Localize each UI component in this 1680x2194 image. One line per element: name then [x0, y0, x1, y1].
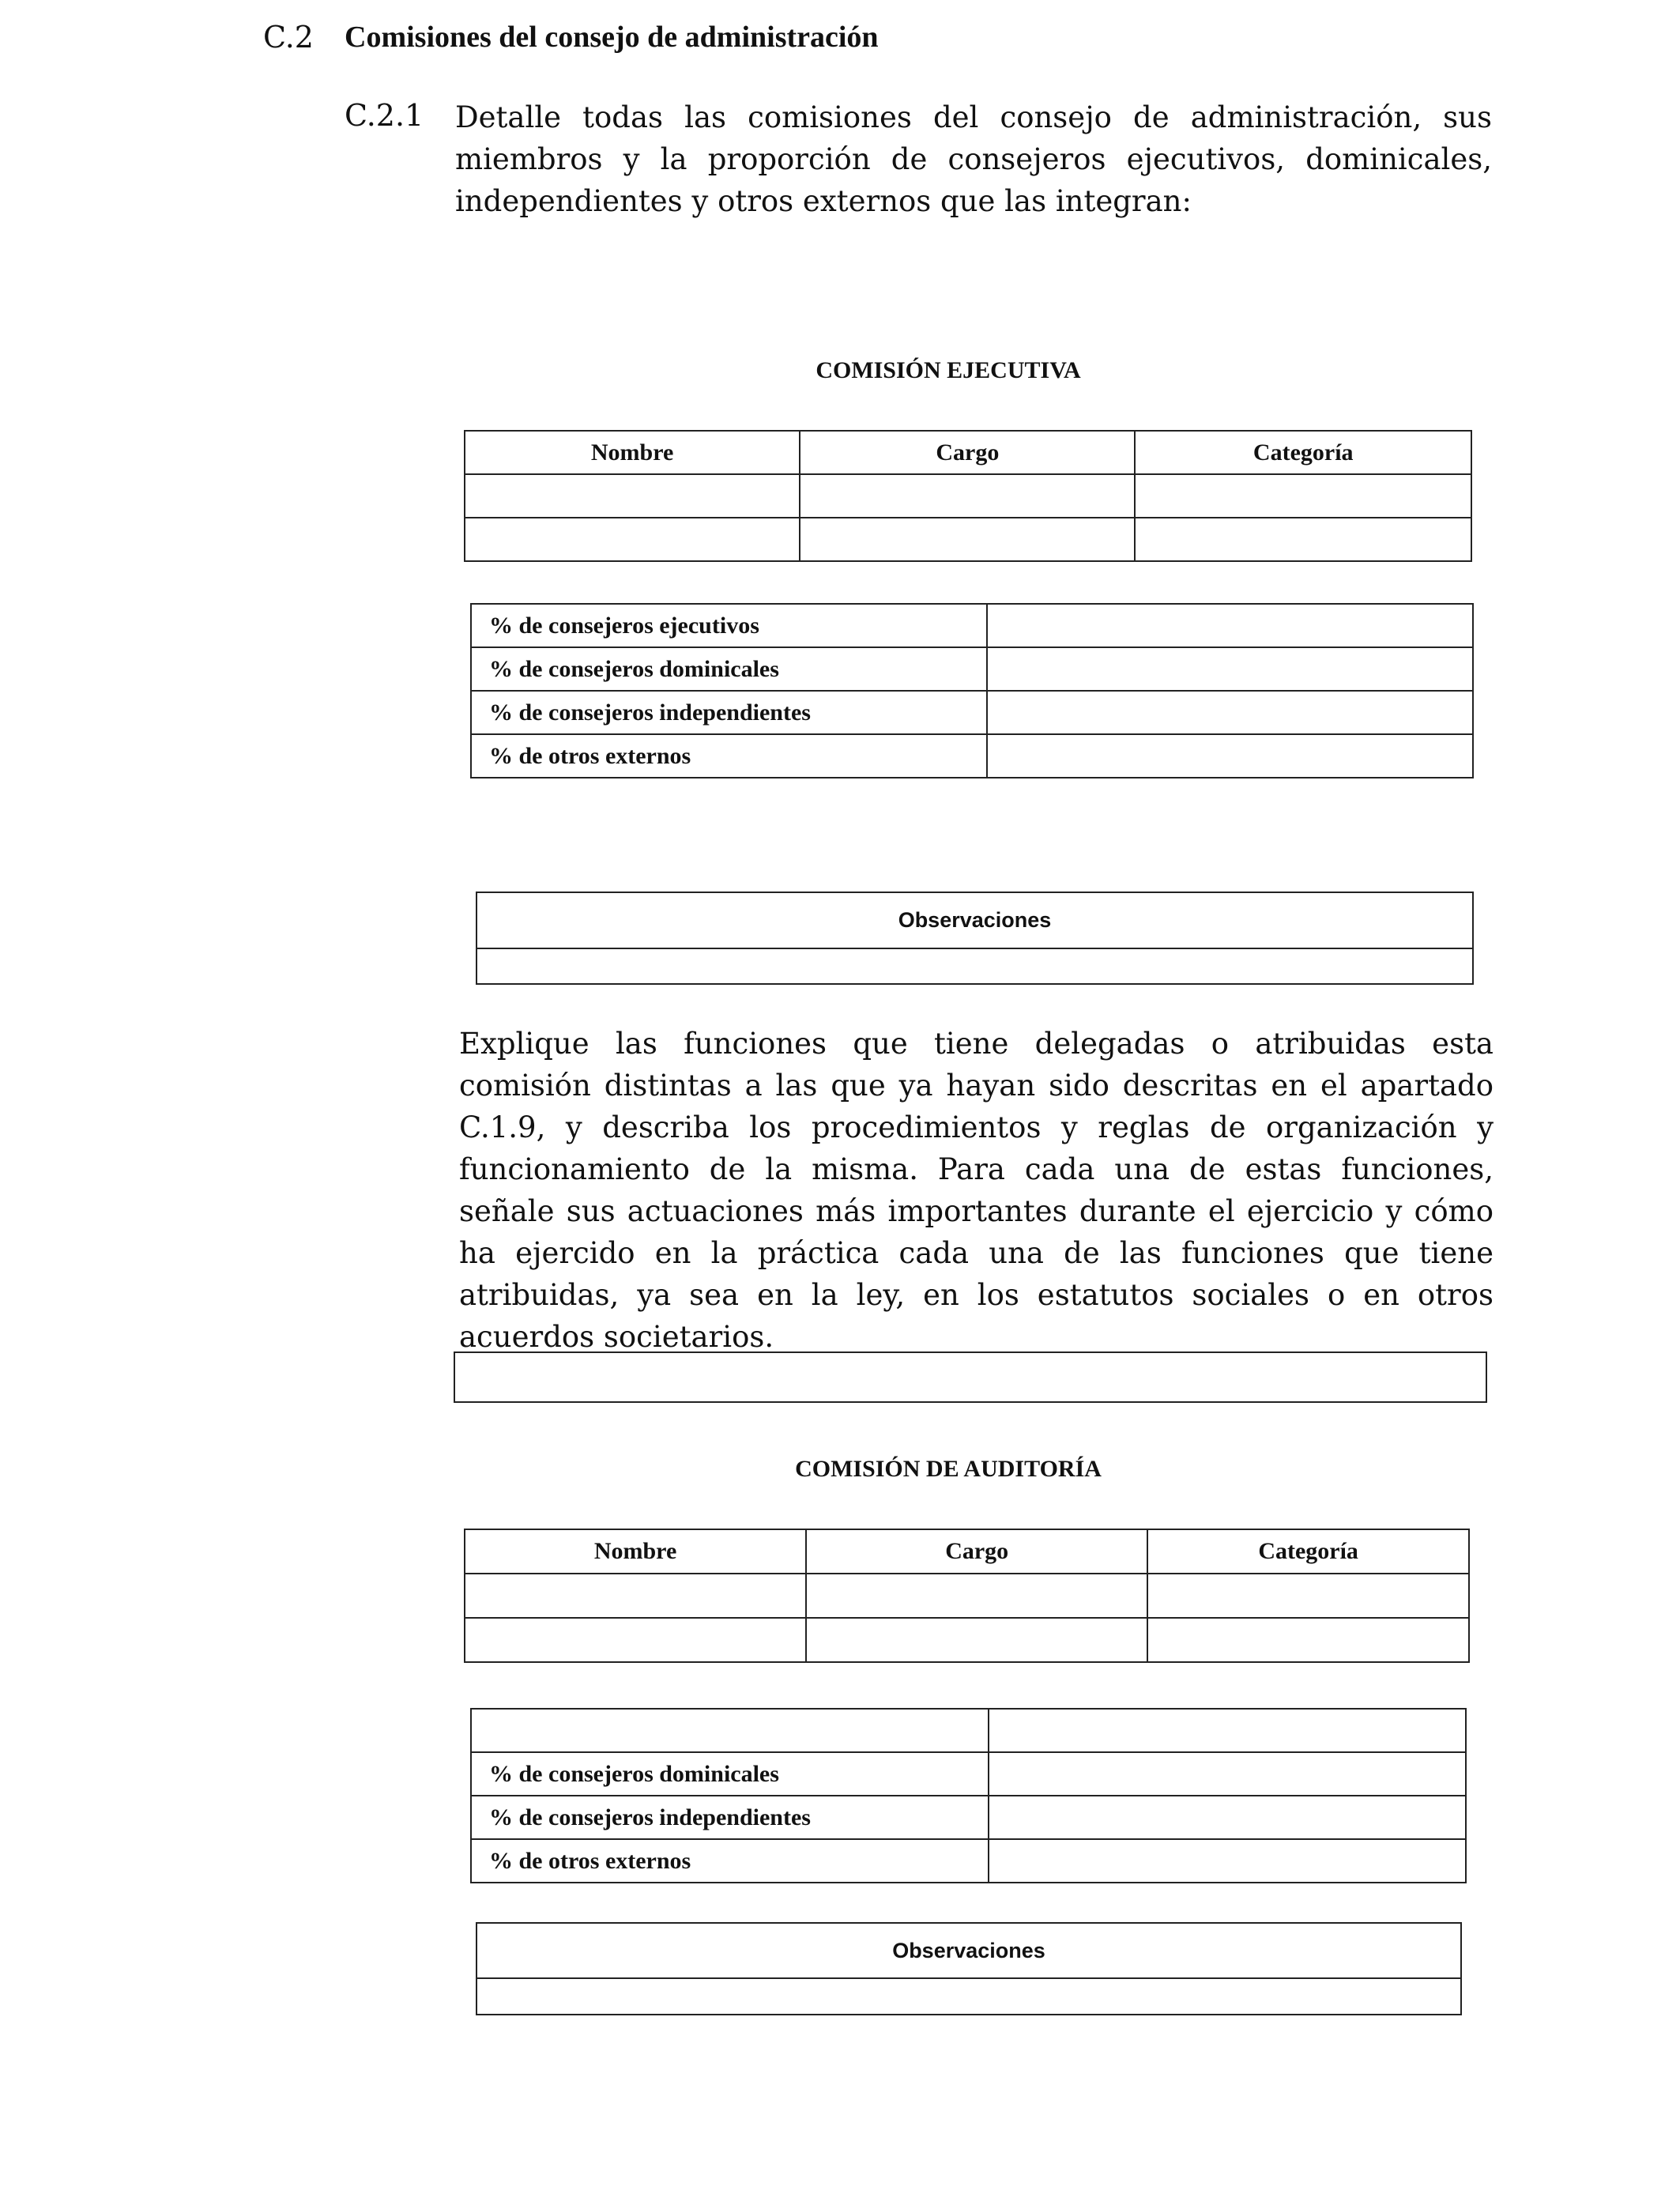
cell-nombre[interactable]: [465, 1574, 806, 1618]
subsection-text: Detalle todas las comisiones del consejo de administración, sus miembros y la proporción de consejeros ejecutivos, dominicales, independientes y otros externos que las integran:: [455, 100, 1492, 218]
pct-value[interactable]: [987, 604, 1473, 647]
header-cargo: Cargo: [806, 1529, 1147, 1574]
auditoria-members-table: [464, 1529, 1470, 1663]
header-nombre: Nombre: [465, 1529, 806, 1574]
cell-nombre[interactable]: [465, 1618, 806, 1662]
pct-row: [471, 1752, 1466, 1796]
pct-label: % de consejeros independientes: [471, 1796, 989, 1839]
auditoria-observaciones-table: [476, 1922, 1462, 2015]
pct-label: % de consejeros dominicales: [471, 647, 987, 691]
cell-cargo[interactable]: [806, 1618, 1147, 1662]
pct-value[interactable]: [987, 691, 1473, 734]
cell-cargo[interactable]: [800, 474, 1135, 518]
explain-paragraph: Explique las funciones que tiene delegadas o atribuidas esta comisión distintas a las que ya hayan sido descritas en el apartado C.1.9, y describa los procedimientos y reglas de organización y funcionamiento de la misma. Para cada una de estas funciones, señale sus actuaciones más importantes durante el ejercicio y cómo ha ejercido en la práctica cada una de las funciones que tiene atribuidas, ya sea en la ley, en los estatutos sociales o en otros acuerdos societarios.: [459, 1027, 1494, 1354]
table-row: [465, 518, 1471, 561]
pct-value[interactable]: [987, 734, 1473, 778]
ejecutiva-members-table: [464, 430, 1472, 562]
observaciones-field[interactable]: [477, 948, 1473, 984]
pct-value[interactable]: [989, 1839, 1466, 1883]
pct-label: % de otros externos: [471, 734, 987, 778]
cell-categoria[interactable]: [1147, 1618, 1469, 1662]
pct-label: % de consejeros ejecutivos: [471, 604, 987, 647]
cell-nombre[interactable]: [465, 474, 800, 518]
subsection-number: C.2.1: [345, 98, 424, 133]
ejecutiva-observaciones-table: [476, 892, 1474, 985]
ejecutiva-pct-table: [470, 603, 1474, 778]
pct-row: [471, 1839, 1466, 1883]
pct-value[interactable]: [989, 1796, 1466, 1839]
observaciones-header: Observaciones: [477, 1923, 1461, 1978]
pct-label: [471, 1709, 989, 1752]
cell-categoria[interactable]: [1135, 474, 1471, 518]
explain-answer-field[interactable]: [454, 1351, 1487, 1403]
pct-value[interactable]: [989, 1709, 1466, 1752]
observaciones-field[interactable]: [477, 1978, 1461, 2015]
cell-nombre[interactable]: [465, 518, 800, 561]
observaciones-header: Observaciones: [477, 892, 1473, 948]
header-categoria: Categoría: [1135, 431, 1471, 474]
pct-label: % de consejeros independientes: [471, 691, 987, 734]
pct-row: [471, 647, 1473, 691]
header-cargo: Cargo: [800, 431, 1135, 474]
cell-cargo[interactable]: [800, 518, 1135, 561]
header-categoria: Categoría: [1147, 1529, 1469, 1574]
auditoria-title: COMISIÓN DE AUDITORÍA: [795, 1456, 1102, 1482]
pct-label: % de otros externos: [471, 1839, 989, 1883]
pct-row: [471, 1709, 1466, 1752]
cell-categoria[interactable]: [1147, 1574, 1469, 1618]
table-row: [465, 1618, 1469, 1662]
header-nombre: Nombre: [465, 431, 800, 474]
ejecutiva-title: COMISIÓN EJECUTIVA: [816, 357, 1081, 383]
pct-row: [471, 1796, 1466, 1839]
auditoria-pct-table: [470, 1708, 1467, 1883]
pct-row: [471, 604, 1473, 647]
table-row: [465, 474, 1471, 518]
table-row: [465, 1574, 1469, 1618]
pct-row: [471, 691, 1473, 734]
cell-cargo[interactable]: [806, 1574, 1147, 1618]
pct-value[interactable]: [989, 1752, 1466, 1796]
section-number: C.2: [263, 20, 314, 55]
pct-label: % de consejeros dominicales: [471, 1752, 989, 1796]
cell-categoria[interactable]: [1135, 518, 1471, 561]
section-title: Comisiones del consejo de administración: [345, 21, 879, 54]
pct-row: [471, 734, 1473, 778]
pct-value[interactable]: [987, 647, 1473, 691]
